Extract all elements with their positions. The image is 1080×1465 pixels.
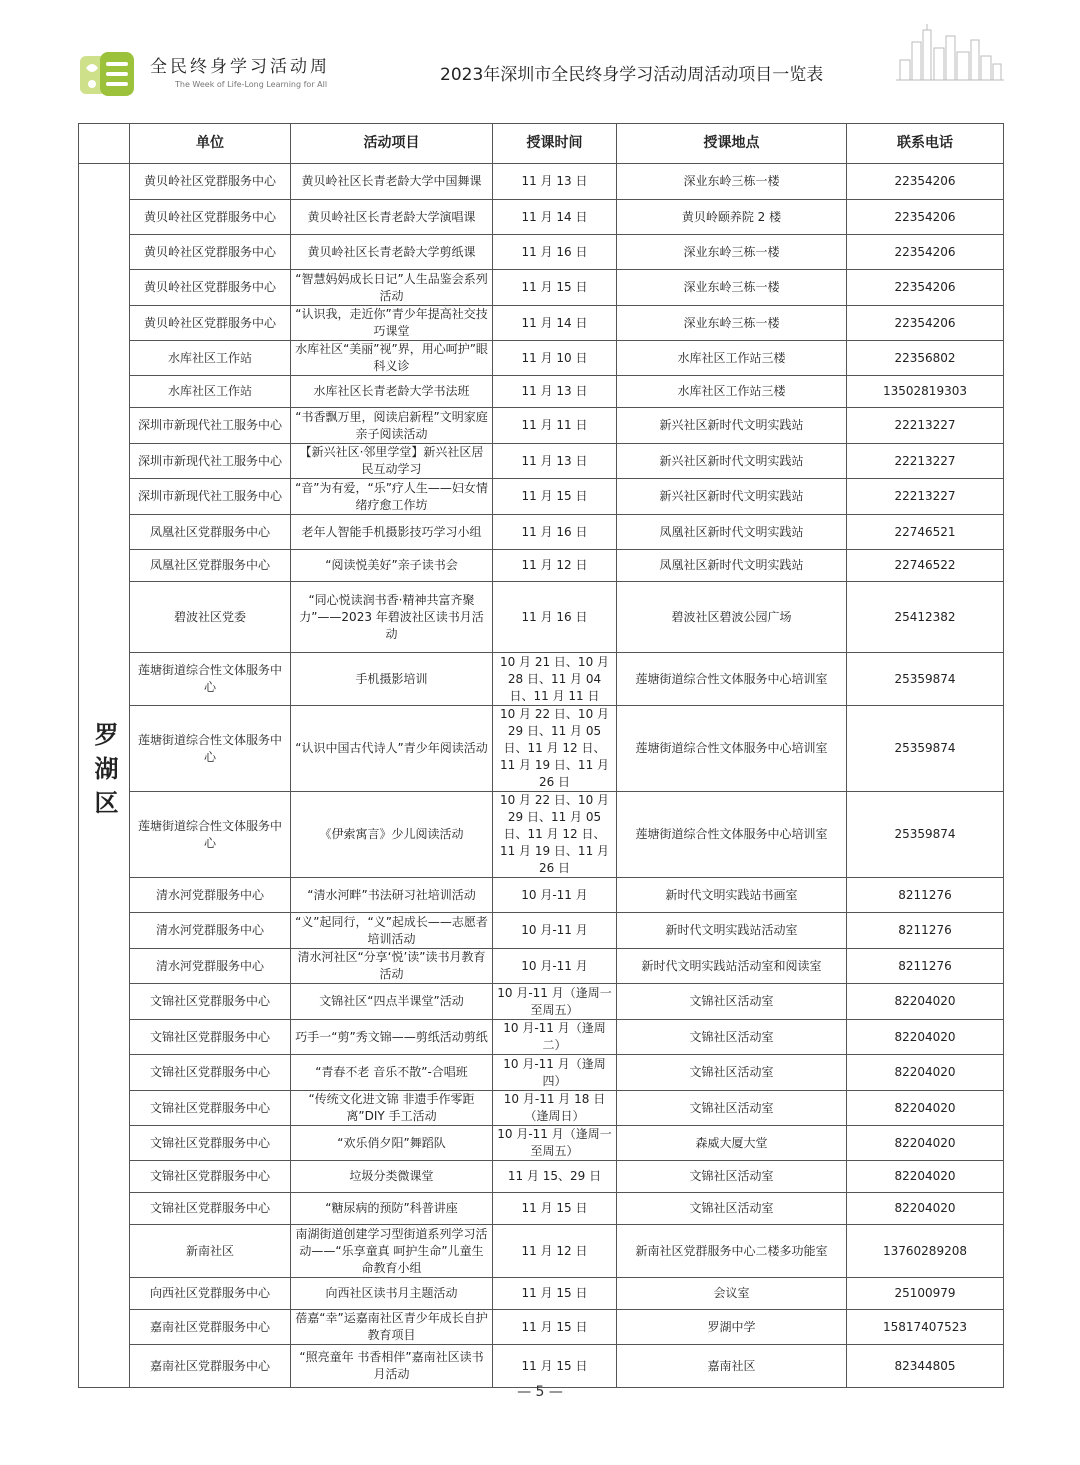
cell-place: 碧波社区碧波公园广场 — [617, 582, 847, 653]
cell-time: 11 月 13 日 — [493, 444, 617, 479]
table-row — [79, 1055, 1004, 1091]
cell-place: 深业东岭三栋一楼 — [617, 164, 847, 200]
cell-activity: 垃圾分类微课堂 — [291, 1161, 493, 1193]
cell-activity: “智慧妈妈成长日记”人生品鉴会系列活动 — [291, 270, 493, 306]
cell-time: 11 月 15 日 — [493, 1278, 617, 1310]
cell-place: 黄贝岭颐养院 2 楼 — [617, 200, 847, 235]
header-activity: 活动项目 — [291, 124, 493, 164]
cell-activity: 《伊索寓言》少儿阅读活动 — [291, 792, 493, 878]
cell-place: 水库社区工作站三楼 — [617, 376, 847, 408]
cell-time: 11 月 15 日 — [493, 1193, 617, 1225]
table-row — [79, 235, 1004, 270]
cell-phone: 22354206 — [847, 200, 1004, 235]
table-row — [79, 582, 1004, 653]
cell-place: 新时代文明实践站活动室和阅读室 — [617, 949, 847, 984]
cell-phone: 22356802 — [847, 341, 1004, 376]
cell-unit: 文锦社区党群服务中心 — [130, 984, 291, 1020]
table-row — [79, 1091, 1004, 1126]
cell-activity: 【新兴社区·邻里学堂】新兴社区居民互动学习 — [291, 444, 493, 479]
cell-time: 11 月 12 日 — [493, 550, 617, 582]
table-row — [79, 408, 1004, 444]
cell-time: 11 月 16 日 — [493, 515, 617, 550]
cell-place: 新兴社区新时代文明实践站 — [617, 408, 847, 444]
cell-phone: 22213227 — [847, 444, 1004, 479]
cell-phone: 25412382 — [847, 582, 1004, 653]
table-row — [79, 164, 1004, 200]
cell-phone: 82204020 — [847, 1161, 1004, 1193]
cell-phone: 8211276 — [847, 913, 1004, 949]
cell-unit: 文锦社区党群服务中心 — [130, 1091, 291, 1126]
cell-activity: “阅读悦美好”亲子读书会 — [291, 550, 493, 582]
cell-unit: 深圳市新现代社工服务中心 — [130, 408, 291, 444]
table-row — [79, 444, 1004, 479]
cell-unit: 文锦社区党群服务中心 — [130, 1020, 291, 1055]
cell-place: 新时代文明实践站书画室 — [617, 878, 847, 913]
cell-phone: 82204020 — [847, 1193, 1004, 1225]
cell-time: 11 月 14 日 — [493, 306, 617, 341]
cell-phone: 22354206 — [847, 235, 1004, 270]
header-place: 授课地点 — [617, 124, 847, 164]
cell-place: 水库社区工作站三楼 — [617, 341, 847, 376]
cell-time: 11 月 13 日 — [493, 376, 617, 408]
table-row — [79, 706, 1004, 792]
cell-time: 10 月-11 月 — [493, 949, 617, 984]
cell-time: 11 月 15 日 — [493, 479, 617, 515]
cell-phone: 22213227 — [847, 408, 1004, 444]
cell-time: 10 月-11 月（逢周一至周五） — [493, 984, 617, 1020]
cell-phone: 25359874 — [847, 653, 1004, 706]
table-row — [79, 1020, 1004, 1055]
table-row — [79, 515, 1004, 550]
cell-unit: 文锦社区党群服务中心 — [130, 1193, 291, 1225]
cell-place: 深业东岭三栋一楼 — [617, 306, 847, 341]
cell-activity: 蓓嘉“幸”运嘉南社区青少年成长自护教育项目 — [291, 1310, 493, 1345]
cell-place: 莲塘街道综合性文体服务中心培训室 — [617, 653, 847, 706]
table-row — [79, 1310, 1004, 1345]
page-header — [0, 0, 1080, 110]
cell-phone: 25359874 — [847, 706, 1004, 792]
cell-place: 嘉南社区 — [617, 1345, 847, 1388]
table-row — [79, 1278, 1004, 1310]
table-row — [79, 1161, 1004, 1193]
table-header-row — [79, 124, 1004, 164]
cell-place: 文锦社区活动室 — [617, 1091, 847, 1126]
cell-place: 文锦社区活动室 — [617, 1020, 847, 1055]
cell-activity: “认识中国古代诗人”青少年阅读活动 — [291, 706, 493, 792]
cell-time: 11 月 15 日 — [493, 270, 617, 306]
cell-place: 会议室 — [617, 1278, 847, 1310]
cell-place: 文锦社区活动室 — [617, 1161, 847, 1193]
district-cell — [79, 164, 130, 1388]
table-row — [79, 270, 1004, 306]
cell-unit: 水库社区工作站 — [130, 376, 291, 408]
cell-unit: 文锦社区党群服务中心 — [130, 1055, 291, 1091]
cell-place: 凤凰社区新时代文明实践站 — [617, 550, 847, 582]
table-row — [79, 1126, 1004, 1161]
cell-unit: 水库社区工作站 — [130, 341, 291, 376]
cell-unit: 黄贝岭社区党群服务中心 — [130, 164, 291, 200]
cell-place: 文锦社区活动室 — [617, 984, 847, 1020]
cell-activity: 黄贝岭社区长青老龄大学中国舞课 — [291, 164, 493, 200]
cell-phone: 82204020 — [847, 1020, 1004, 1055]
cell-phone: 82204020 — [847, 984, 1004, 1020]
cell-phone: 22746521 — [847, 515, 1004, 550]
cell-time: 11 月 12 日 — [493, 1225, 617, 1278]
table-row — [79, 479, 1004, 515]
cell-unit: 黄贝岭社区党群服务中心 — [130, 270, 291, 306]
cell-unit: 凤凰社区党群服务中心 — [130, 550, 291, 582]
table-row — [79, 376, 1004, 408]
cell-phone: 22746522 — [847, 550, 1004, 582]
cell-time: 11 月 15 日 — [493, 1345, 617, 1388]
cell-activity: 清水河社区“分享‘悦’读”读书月教育活动 — [291, 949, 493, 984]
cell-phone: 8211276 — [847, 878, 1004, 913]
activity-table — [78, 123, 1004, 1388]
cell-activity: “书香飘万里，阅读启新程”文明家庭亲子阅读活动 — [291, 408, 493, 444]
table-row — [79, 1225, 1004, 1278]
cell-phone: 13760289208 — [847, 1225, 1004, 1278]
cell-phone: 8211276 — [847, 949, 1004, 984]
cell-unit: 黄贝岭社区党群服务中心 — [130, 306, 291, 341]
cell-unit: 莲塘街道综合性文体服务中心 — [130, 653, 291, 706]
table-row — [79, 949, 1004, 984]
cell-place: 新兴社区新时代文明实践站 — [617, 444, 847, 479]
cell-time: 11 月 10 日 — [493, 341, 617, 376]
table-row — [79, 792, 1004, 878]
cell-place: 凤凰社区新时代文明实践站 — [617, 515, 847, 550]
cell-place: 深业东岭三栋一楼 — [617, 270, 847, 306]
header-unit: 单位 — [130, 124, 291, 164]
cell-phone: 22354206 — [847, 164, 1004, 200]
table-row — [79, 200, 1004, 235]
cell-phone: 82204020 — [847, 1091, 1004, 1126]
cell-activity: “音”为有爱，“乐”疗人生——妇女情绪疗愈工作坊 — [291, 479, 493, 515]
table-body — [79, 164, 1004, 1388]
table-row — [79, 306, 1004, 341]
page-number: — 5 — — [517, 1384, 563, 1400]
cell-unit: 嘉南社区党群服务中心 — [130, 1345, 291, 1388]
cell-activity: 水库社区长青老龄大学书法班 — [291, 376, 493, 408]
learning-logo-icon — [78, 48, 138, 100]
table-row — [79, 341, 1004, 376]
cell-time: 10 月 22 日、10 月 29 日、11 月 05 日、11 月 12 日、11 月 19 日、11 月 26 日 — [493, 706, 617, 792]
cell-place: 莲塘街道综合性文体服务中心培训室 — [617, 706, 847, 792]
cell-unit: 深圳市新现代社工服务中心 — [130, 444, 291, 479]
cell-unit: 文锦社区党群服务中心 — [130, 1161, 291, 1193]
cell-phone: 22213227 — [847, 479, 1004, 515]
logo-subtitle: The Week of Life-Long Learning for All — [175, 80, 328, 89]
cell-place: 新兴社区新时代文明实践站 — [617, 479, 847, 515]
cell-unit: 文锦社区党群服务中心 — [130, 1126, 291, 1161]
cell-activity: 手机摄影培训 — [291, 653, 493, 706]
cell-activity: “义”起同行，“义”起成长——志愿者培训活动 — [291, 913, 493, 949]
cell-place: 文锦社区活动室 — [617, 1193, 847, 1225]
cell-unit: 清水河党群服务中心 — [130, 949, 291, 984]
cell-time: 11 月 14 日 — [493, 200, 617, 235]
cell-unit: 黄贝岭社区党群服务中心 — [130, 235, 291, 270]
logo-title: 全民终身学习活动周 — [150, 57, 330, 77]
cell-time: 10 月-11 月（逢周一至周五） — [493, 1126, 617, 1161]
cell-activity: “照亮童年 书香相伴”嘉南社区读书月活动 — [291, 1345, 493, 1388]
cell-activity: 老年人智能手机摄影技巧学习小组 — [291, 515, 493, 550]
table-row — [79, 1345, 1004, 1388]
cell-unit: 新南社区 — [130, 1225, 291, 1278]
document-title: 2023年深圳市全民终身学习活动周活动项目一览表 — [440, 65, 824, 85]
cell-activity: 南湖街道创建学习型街道系列学习活动——“乐享童真 呵护生命”儿童生命教育小组 — [291, 1225, 493, 1278]
cell-time: 11 月 15、29 日 — [493, 1161, 617, 1193]
cell-unit: 清水河党群服务中心 — [130, 913, 291, 949]
cell-time: 11 月 15 日 — [493, 1310, 617, 1345]
cell-phone: 82204020 — [847, 1126, 1004, 1161]
cell-time: 11 月 16 日 — [493, 582, 617, 653]
cell-unit: 莲塘街道综合性文体服务中心 — [130, 792, 291, 878]
cell-time: 11 月 11 日 — [493, 408, 617, 444]
cell-phone: 25100979 — [847, 1278, 1004, 1310]
cell-time: 10 月-11 月 18 日（逢周日） — [493, 1091, 617, 1126]
cell-activity: “欢乐俏夕阳”舞蹈队 — [291, 1126, 493, 1161]
cell-phone: 13502819303 — [847, 376, 1004, 408]
cell-unit: 凤凰社区党群服务中心 — [130, 515, 291, 550]
cell-activity: “青春不老 音乐不散”-合唱班 — [291, 1055, 493, 1091]
table-row — [79, 550, 1004, 582]
cell-phone: 15817407523 — [847, 1310, 1004, 1345]
cell-phone: 25359874 — [847, 792, 1004, 878]
cell-time: 10 月-11 月（逢周四） — [493, 1055, 617, 1091]
cell-activity: “糖尿病的预防”科普讲座 — [291, 1193, 493, 1225]
cell-time: 10 月-11 月 — [493, 878, 617, 913]
cell-place: 深业东岭三栋一楼 — [617, 235, 847, 270]
cell-time: 10 月-11 月 — [493, 913, 617, 949]
cell-activity: 黄贝岭社区长青老龄大学剪纸课 — [291, 235, 493, 270]
cell-activity: “清水河畔”书法研习社培训活动 — [291, 878, 493, 913]
table-row — [79, 984, 1004, 1020]
cell-place: 新南社区党群服务中心二楼多功能室 — [617, 1225, 847, 1278]
cell-unit: 莲塘街道综合性文体服务中心 — [130, 706, 291, 792]
cell-unit: 嘉南社区党群服务中心 — [130, 1310, 291, 1345]
header-phone: 联系电话 — [847, 124, 1004, 164]
cell-place: 罗湖中学 — [617, 1310, 847, 1345]
cell-unit: 清水河党群服务中心 — [130, 878, 291, 913]
table-row — [79, 653, 1004, 706]
city-skyline-icon — [896, 22, 1004, 82]
header-blank — [79, 124, 130, 164]
cell-unit: 黄贝岭社区党群服务中心 — [130, 200, 291, 235]
cell-phone: 22354206 — [847, 270, 1004, 306]
cell-phone: 82204020 — [847, 1055, 1004, 1091]
cell-activity: 黄贝岭社区长青老龄大学演唱课 — [291, 200, 493, 235]
cell-activity: 文锦社区“四点半课堂”活动 — [291, 984, 493, 1020]
cell-activity: 巧手一“剪”秀文锦——剪纸活动剪纸 — [291, 1020, 493, 1055]
table-row — [79, 878, 1004, 913]
cell-activity: “认识我，走近你”青少年提高社交技巧课堂 — [291, 306, 493, 341]
cell-time: 11 月 13 日 — [493, 164, 617, 200]
cell-activity: 水库社区“美丽”视”界，用心呵护”眼科义诊 — [291, 341, 493, 376]
cell-unit: 深圳市新现代社工服务中心 — [130, 479, 291, 515]
cell-place: 文锦社区活动室 — [617, 1055, 847, 1091]
cell-activity: 向西社区读书月主题活动 — [291, 1278, 493, 1310]
cell-time: 10 月 22 日、10 月 29 日、11 月 05 日、11 月 12 日、11 月 19 日、11 月 26 日 — [493, 792, 617, 878]
table-row — [79, 913, 1004, 949]
cell-phone: 82344805 — [847, 1345, 1004, 1388]
cell-activity: “传统文化进文锦 非遗手作零距离”DIY 手工活动 — [291, 1091, 493, 1126]
cell-time: 11 月 16 日 — [493, 235, 617, 270]
cell-unit: 向西社区党群服务中心 — [130, 1278, 291, 1310]
district-label: 罗湖区 — [90, 722, 118, 824]
cell-activity: “同心悦读润书香·精神共富齐聚力”——2023 年碧波社区读书月活动 — [291, 582, 493, 653]
cell-time: 10 月-11 月（逢周二） — [493, 1020, 617, 1055]
cell-unit: 碧波社区党委 — [130, 582, 291, 653]
cell-phone: 22354206 — [847, 306, 1004, 341]
cell-place: 莲塘街道综合性文体服务中心培训室 — [617, 792, 847, 878]
cell-time: 10 月 21 日、10 月 28 日、11 月 04 日、11 月 11 日 — [493, 653, 617, 706]
header-time: 授课时间 — [493, 124, 617, 164]
cell-place: 森威大厦大堂 — [617, 1126, 847, 1161]
cell-place: 新时代文明实践站活动室 — [617, 913, 847, 949]
table-row — [79, 1193, 1004, 1225]
